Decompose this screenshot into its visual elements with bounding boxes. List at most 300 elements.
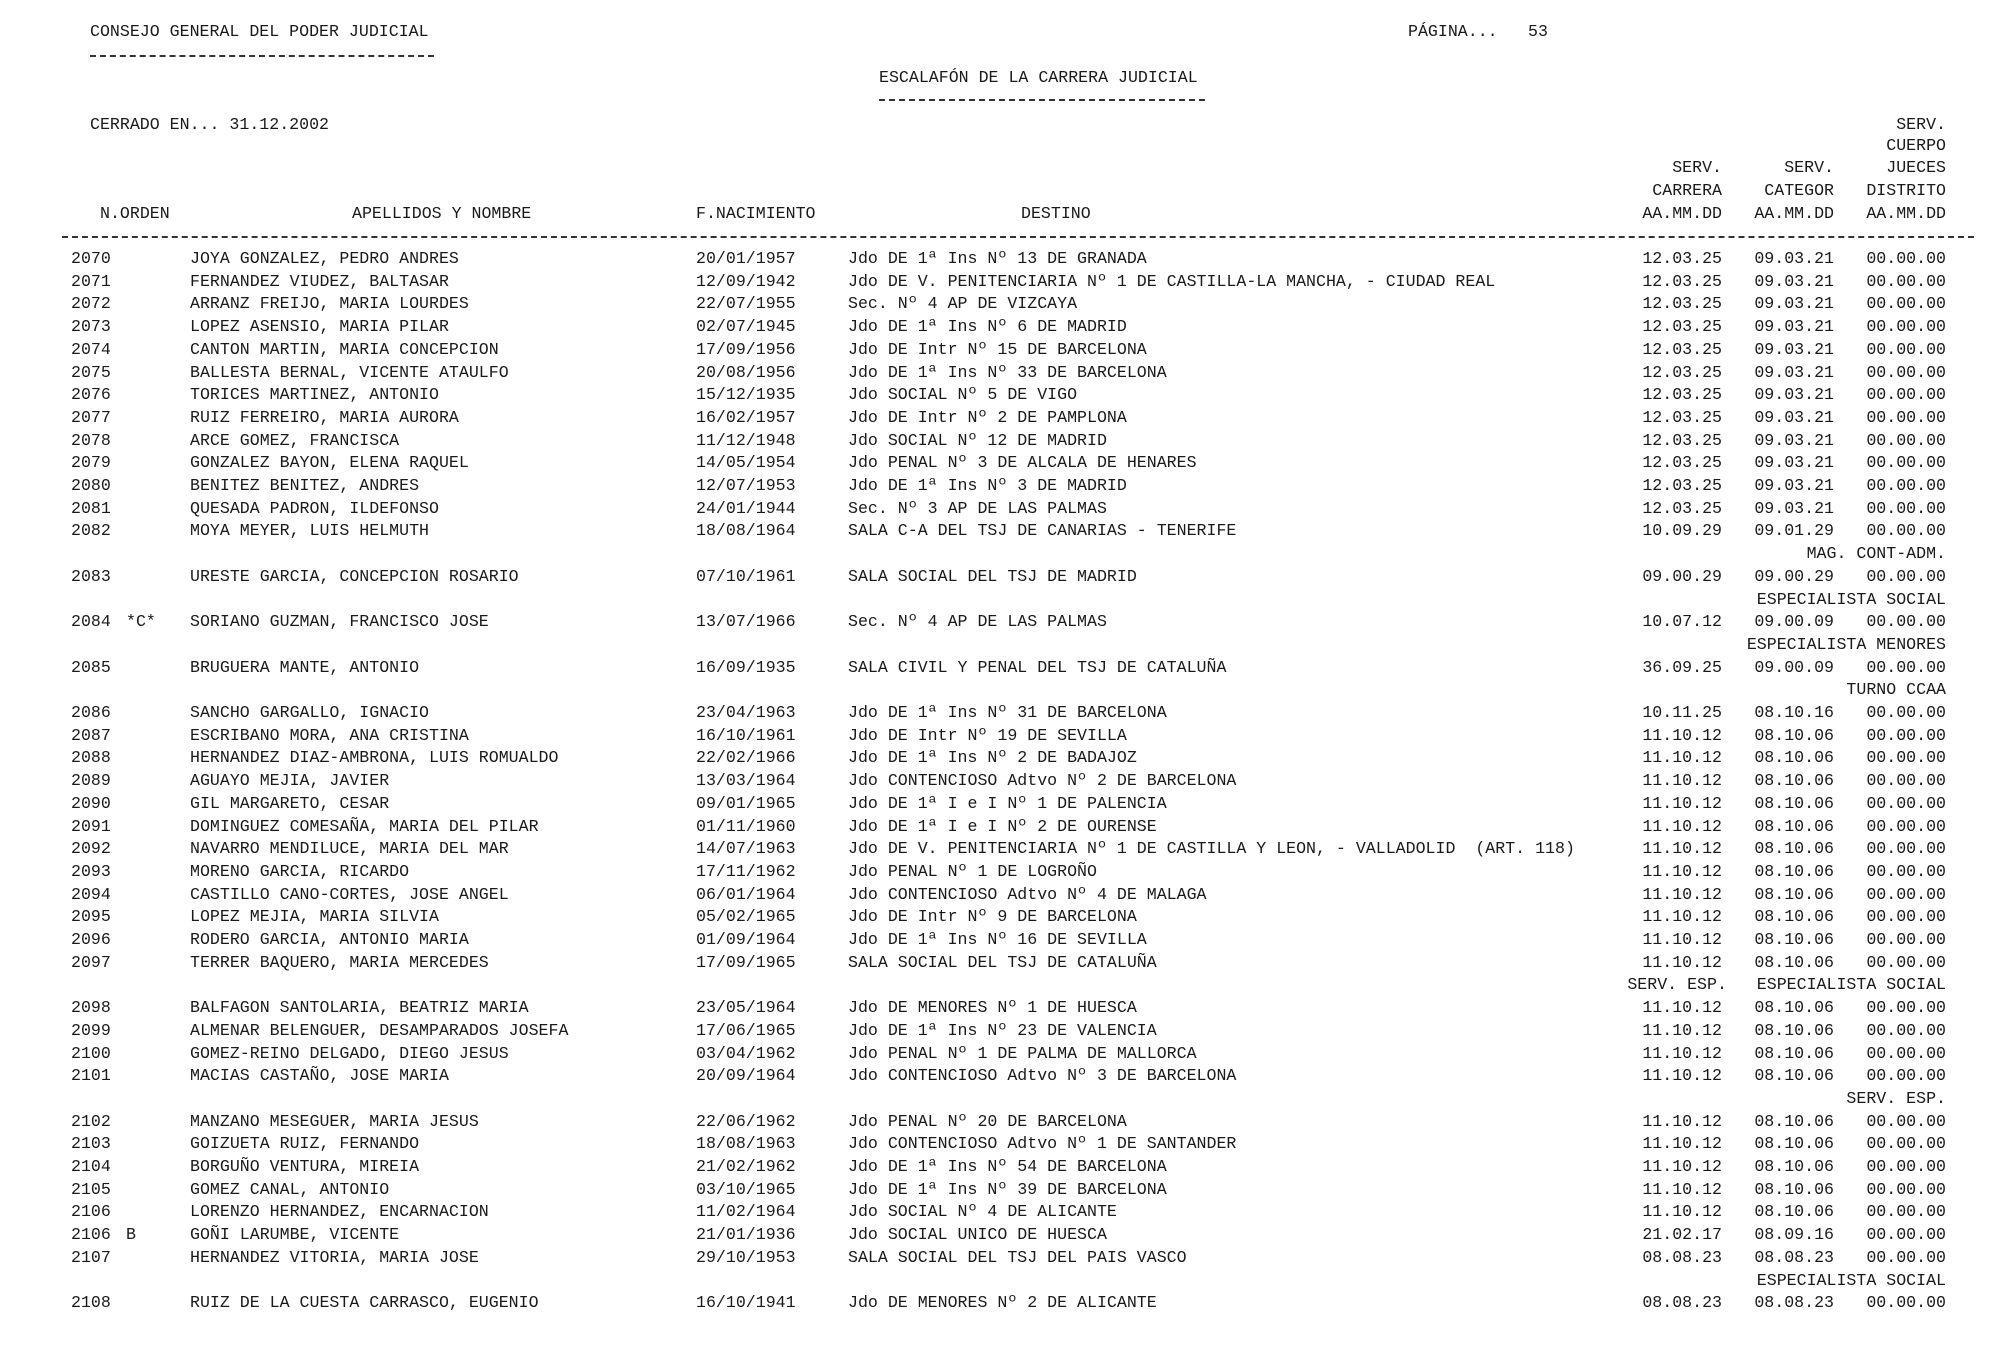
specialty-note: ESPECIALISTA SOCIAL xyxy=(1756,589,1946,609)
full-name: BENITEZ BENITEZ, ANDRES xyxy=(190,476,420,495)
full-name: FERNANDEZ VIUDEZ, BALTASAR xyxy=(190,271,449,291)
destination: Jdo CONTENCIOSO Adtvo Nº 1 DE SANTANDER xyxy=(848,1134,1237,1154)
serv-distrito: 00.00.00 xyxy=(1866,907,1946,927)
birth-date: 17/09/1956 xyxy=(696,339,796,359)
col-categor-2: CATEGOR xyxy=(1764,181,1834,200)
order-number: 2079 xyxy=(71,453,111,473)
col-categor-3: AA.MM.DD xyxy=(1754,204,1834,223)
destination: Jdo DE 1ª I e I Nº 1 DE PALENCIA xyxy=(848,793,1167,813)
destination: Jdo DE 1ª Ins Nº 3 DE MADRID xyxy=(848,476,1127,495)
serv-carrera: 10.11.25 xyxy=(1642,703,1722,722)
serv-carrera: 11.10.12 xyxy=(1642,1134,1722,1154)
serv-distrito: 00.00.00 xyxy=(1866,1157,1946,1176)
full-name: HERNANDEZ DIAZ-AMBRONA, LUIS ROMUALDO xyxy=(190,748,559,768)
birth-date: 05/02/1965 xyxy=(696,907,796,927)
order-number: 2101 xyxy=(71,1066,111,1086)
full-name: AGUAYO MEJIA, JAVIER xyxy=(190,771,390,791)
destination: Jdo DE 1ª Ins Nº 54 DE BARCELONA xyxy=(848,1157,1167,1176)
serv-categor: 08.10.06 xyxy=(1754,1020,1834,1040)
serv-carrera: 11.10.12 xyxy=(1642,952,1722,972)
serv-categor: 09.03.21 xyxy=(1754,498,1834,518)
destination: Jdo PENAL Nº 3 DE ALCALA DE HENARES xyxy=(848,453,1197,473)
serv-distrito: 00.00.00 xyxy=(1866,385,1946,405)
birth-date: 01/11/1960 xyxy=(696,816,796,836)
full-name: GONZALEZ BAYON, ELENA RAQUEL xyxy=(190,453,469,473)
serv-distrito: 00.00.00 xyxy=(1866,339,1946,359)
order-number: 2094 xyxy=(71,884,111,904)
order-number: 2072 xyxy=(71,294,111,314)
destination: Jdo PENAL Nº 20 DE BARCELONA xyxy=(848,1111,1127,1131)
specialty-note: SERV. ESP. ESPECIALISTA SOCIAL xyxy=(1627,975,1946,995)
serv-carrera: 36.09.25 xyxy=(1642,657,1722,677)
order-number: 2091 xyxy=(71,816,111,836)
destination: SALA SOCIAL DEL TSJ DE MADRID xyxy=(848,566,1137,586)
serv-distrito: 00.00.00 xyxy=(1866,952,1946,972)
serv-carrera: 08.08.23 xyxy=(1642,1293,1722,1313)
full-name: BALFAGON SANTOLARIA, BEATRIZ MARIA xyxy=(190,998,529,1018)
serv-categor: 09.03.21 xyxy=(1754,249,1834,268)
birth-date: 03/10/1965 xyxy=(696,1179,796,1199)
full-name: MANZANO MESEGUER, MARIA JESUS xyxy=(190,1111,479,1131)
birth-date: 17/09/1965 xyxy=(696,952,796,972)
birth-date: 02/07/1945 xyxy=(696,317,796,337)
destination: Jdo DE V. PENITENCIARIA Nº 1 DE CASTILLA-LA MANCHA, - CIUDAD REAL xyxy=(848,271,1496,291)
serv-distrito: 00.00.00 xyxy=(1866,703,1946,722)
serv-carrera: 12.03.25 xyxy=(1642,362,1722,382)
order-number: 2076 xyxy=(71,385,111,405)
serv-carrera: 11.10.12 xyxy=(1642,748,1722,768)
serv-categor: 08.10.06 xyxy=(1754,884,1834,904)
order-number: 2084 xyxy=(71,612,111,632)
order-number: 2083 xyxy=(71,566,111,586)
order-number: 2086 xyxy=(71,703,111,722)
destination: SALA SOCIAL DEL TSJ DE CATALUÑA xyxy=(848,952,1157,972)
serv-distrito: 00.00.00 xyxy=(1866,1179,1946,1199)
destination: Jdo DE MENORES Nº 2 DE ALICANTE xyxy=(848,1293,1157,1313)
order-number: 2106 xyxy=(71,1202,111,1222)
full-name: CASTILLO CANO-CORTES, JOSE ANGEL xyxy=(190,884,509,904)
full-name: RODERO GARCIA, ANTONIO MARIA xyxy=(190,930,469,949)
col-distrito-3: JUECES xyxy=(1886,158,1946,177)
order-number: 2103 xyxy=(71,1134,111,1154)
order-number: 2092 xyxy=(71,839,111,859)
destination: Jdo PENAL Nº 1 DE PALMA DE MALLORCA xyxy=(848,1043,1197,1063)
birth-date: 09/01/1965 xyxy=(696,793,796,813)
serv-categor: 09.03.21 xyxy=(1754,362,1834,382)
serv-carrera: 11.10.12 xyxy=(1642,998,1722,1018)
serv-categor: 08.10.06 xyxy=(1754,793,1834,813)
full-name: GOÑI LARUMBE, VICENTE xyxy=(190,1225,400,1245)
serv-carrera: 12.03.25 xyxy=(1642,385,1722,405)
serv-carrera: 12.03.25 xyxy=(1642,317,1722,337)
birth-date: 24/01/1944 xyxy=(696,498,796,518)
destination: Sec. Nº 3 AP DE LAS PALMAS xyxy=(848,498,1107,518)
destination: Jdo SOCIAL UNICO DE HUESCA xyxy=(848,1225,1107,1245)
serv-categor: 08.10.06 xyxy=(1754,1179,1834,1199)
serv-categor: 08.10.06 xyxy=(1754,1111,1834,1131)
serv-distrito: 00.00.00 xyxy=(1866,1066,1946,1086)
serv-distrito: 00.00.00 xyxy=(1866,998,1946,1018)
col-carrera-2: CARRERA xyxy=(1652,181,1722,200)
full-name: TORICES MARTINEZ, ANTONIO xyxy=(190,385,439,405)
order-number: 2082 xyxy=(71,521,111,541)
closed-date: CERRADO EN... 31.12.2002 xyxy=(90,115,329,134)
birth-date: 03/04/1962 xyxy=(696,1043,796,1063)
destination: SALA SOCIAL DEL TSJ DEL PAIS VASCO xyxy=(848,1247,1187,1267)
birth-date: 17/11/1962 xyxy=(696,861,796,881)
full-name: ALMENAR BELENGUER, DESAMPARADOS JOSEFA xyxy=(190,1020,569,1040)
serv-categor: 08.10.06 xyxy=(1754,861,1834,881)
destination: Jdo PENAL Nº 1 DE LOGROÑO xyxy=(848,861,1097,881)
serv-categor: 08.10.06 xyxy=(1754,907,1834,927)
full-name: LOPEZ MEJIA, MARIA SILVIA xyxy=(190,907,439,927)
destination: Jdo DE 1ª I e I Nº 2 DE OURENSE xyxy=(848,816,1157,836)
serv-distrito: 00.00.00 xyxy=(1866,771,1946,791)
serv-categor: 09.03.21 xyxy=(1754,339,1834,359)
serv-carrera: 11.10.12 xyxy=(1642,1111,1722,1131)
serv-distrito: 00.00.00 xyxy=(1866,793,1946,813)
destination: Jdo DE 1ª Ins Nº 31 DE BARCELONA xyxy=(848,703,1167,722)
full-name: TERRER BAQUERO, MARIA MERCEDES xyxy=(190,952,489,972)
serv-distrito: 00.00.00 xyxy=(1866,612,1946,632)
birth-date: 01/09/1964 xyxy=(696,930,796,949)
title-underline xyxy=(879,99,1205,101)
document-title: ESCALAFÓN DE LA CARRERA JUDICIAL xyxy=(879,68,1198,87)
birth-date: 17/06/1965 xyxy=(696,1020,796,1040)
order-number: 2089 xyxy=(71,771,111,791)
serv-distrito: 00.00.00 xyxy=(1866,1202,1946,1222)
serv-categor: 08.10.06 xyxy=(1754,930,1834,949)
order-number: 2071 xyxy=(71,271,111,291)
birth-date: 07/10/1961 xyxy=(696,566,796,586)
destination: Jdo CONTENCIOSO Adtvo Nº 4 DE MALAGA xyxy=(848,884,1207,904)
serv-categor: 08.10.06 xyxy=(1754,816,1834,836)
full-name: JOYA GONZALEZ, PEDRO ANDRES xyxy=(190,249,459,268)
birth-date: 13/03/1964 xyxy=(696,771,796,791)
birth-date: 21/01/1936 xyxy=(696,1225,796,1245)
birth-date: 16/09/1935 xyxy=(696,657,796,677)
serv-carrera: 10.09.29 xyxy=(1642,521,1722,541)
serv-distrito: 00.00.00 xyxy=(1866,1293,1946,1313)
full-name: LORENZO HERNANDEZ, ENCARNACION xyxy=(190,1202,489,1222)
birth-date: 14/05/1954 xyxy=(696,453,796,473)
birth-date: 23/05/1964 xyxy=(696,998,796,1018)
col-nacimiento: F.NACIMIENTO xyxy=(696,204,816,223)
destination: Jdo DE 1ª Ins Nº 6 DE MADRID xyxy=(848,317,1127,337)
serv-carrera: 12.03.25 xyxy=(1642,407,1722,427)
full-name: BRUGUERA MANTE, ANTONIO xyxy=(190,657,420,677)
serv-categor: 08.10.06 xyxy=(1754,1202,1834,1222)
order-number: 2077 xyxy=(71,407,111,427)
serv-categor: 09.03.21 xyxy=(1754,430,1834,450)
birth-date: 22/07/1955 xyxy=(696,294,796,314)
serv-distrito: 00.00.00 xyxy=(1866,1111,1946,1131)
birth-date: 20/09/1964 xyxy=(696,1066,796,1086)
order-number: 2075 xyxy=(71,362,111,382)
full-name: QUESADA PADRON, ILDEFONSO xyxy=(190,498,439,518)
full-name: BORGUÑO VENTURA, MIREIA xyxy=(190,1157,420,1176)
order-number: 2080 xyxy=(71,476,111,495)
serv-categor: 08.10.06 xyxy=(1754,1134,1834,1154)
destination: Jdo DE Intr Nº 15 DE BARCELONA xyxy=(848,339,1147,359)
full-name: ARCE GOMEZ, FRANCISCA xyxy=(190,430,400,450)
destination: Jdo DE Intr Nº 9 DE BARCELONA xyxy=(848,907,1137,927)
serv-carrera: 12.03.25 xyxy=(1642,453,1722,473)
serv-categor: 08.10.06 xyxy=(1754,952,1834,972)
serv-carrera: 11.10.12 xyxy=(1642,771,1722,791)
full-name: GOMEZ CANAL, ANTONIO xyxy=(190,1179,390,1199)
serv-categor: 08.08.23 xyxy=(1754,1293,1834,1313)
order-number: 2090 xyxy=(71,793,111,813)
serv-distrito: 00.00.00 xyxy=(1866,725,1946,745)
full-name: BALLESTA BERNAL, VICENTE ATAULFO xyxy=(190,362,509,382)
order-number: 2078 xyxy=(71,430,111,450)
destination: Jdo DE 1ª Ins Nº 23 DE VALENCIA xyxy=(848,1020,1157,1040)
serv-carrera: 11.10.12 xyxy=(1642,1043,1722,1063)
order-number: 2095 xyxy=(71,907,111,927)
order-number: 2093 xyxy=(71,861,111,881)
destination: Jdo SOCIAL Nº 5 DE VIGO xyxy=(848,385,1078,405)
destination: Jdo DE 1ª Ins Nº 16 DE SEVILLA xyxy=(848,930,1147,949)
serv-distrito: 00.00.00 xyxy=(1866,1134,1946,1154)
page-label: PÁGINA... xyxy=(1408,22,1498,41)
serv-carrera: 12.03.25 xyxy=(1642,498,1722,518)
order-number: 2096 xyxy=(71,930,111,949)
serv-distrito: 00.00.00 xyxy=(1866,1020,1946,1040)
serv-categor: 08.10.06 xyxy=(1754,725,1834,745)
birth-date: 16/02/1957 xyxy=(696,407,796,427)
serv-carrera: 11.10.12 xyxy=(1642,839,1722,859)
order-number: 2099 xyxy=(71,1020,111,1040)
destination: Jdo DE V. PENITENCIARIA Nº 1 DE CASTILLA Y LEON, - VALLADOLID (ART. 118) xyxy=(848,839,1575,859)
full-name: RUIZ DE LA CUESTA CARRASCO, EUGENIO xyxy=(190,1293,539,1313)
destination: Jdo CONTENCIOSO Adtvo Nº 2 DE BARCELONA xyxy=(848,771,1237,791)
birth-date: 11/12/1948 xyxy=(696,430,796,450)
destination: Sec. Nº 4 AP DE LAS PALMAS xyxy=(848,612,1107,632)
serv-distrito: 00.00.00 xyxy=(1866,498,1946,518)
destination: Jdo SOCIAL Nº 4 DE ALICANTE xyxy=(848,1202,1117,1222)
serv-distrito: 00.00.00 xyxy=(1866,566,1946,586)
serv-categor: 09.03.21 xyxy=(1754,271,1834,291)
serv-categor: 09.00.29 xyxy=(1754,566,1834,586)
full-name: HERNANDEZ VITORIA, MARIA JOSE xyxy=(190,1247,479,1267)
full-name: URESTE GARCIA, CONCEPCION ROSARIO xyxy=(190,566,519,586)
birth-date: 16/10/1941 xyxy=(696,1293,796,1313)
serv-carrera: 11.10.12 xyxy=(1642,930,1722,949)
full-name: MOYA MEYER, LUIS HELMUTH xyxy=(190,521,429,541)
serv-carrera: 11.10.12 xyxy=(1642,861,1722,881)
order-number: 2088 xyxy=(71,748,111,768)
serv-distrito: 00.00.00 xyxy=(1866,748,1946,768)
specialty-note: TURNO CCAA xyxy=(1846,680,1946,700)
destination: Jdo CONTENCIOSO Adtvo Nº 3 DE BARCELONA xyxy=(848,1066,1237,1086)
serv-carrera: 11.10.12 xyxy=(1642,1066,1722,1086)
order-number: 2100 xyxy=(71,1043,111,1063)
order-number: 2105 xyxy=(71,1179,111,1199)
full-name: SORIANO GUZMAN, FRANCISCO JOSE xyxy=(190,612,489,632)
birth-date: 22/06/1962 xyxy=(696,1111,796,1131)
serv-carrera: 09.00.29 xyxy=(1642,566,1722,586)
serv-categor: 08.08.23 xyxy=(1754,1247,1834,1267)
full-name: LOPEZ ASENSIO, MARIA PILAR xyxy=(190,317,449,337)
full-name: ESCRIBANO MORA, ANA CRISTINA xyxy=(190,725,469,745)
col-distrito-1: SERV. xyxy=(1896,115,1946,134)
birth-date: 23/04/1963 xyxy=(696,703,796,722)
serv-distrito: 00.00.00 xyxy=(1866,453,1946,473)
specialty-note: ESPECIALISTA SOCIAL xyxy=(1756,1270,1946,1290)
destination: Sec. Nº 4 AP DE VIZCAYA xyxy=(848,294,1078,314)
birth-date: 16/10/1961 xyxy=(696,725,796,745)
birth-date: 21/02/1962 xyxy=(696,1157,796,1176)
order-number: 2108 xyxy=(71,1293,111,1313)
order-number: 2073 xyxy=(71,317,111,337)
serv-categor: 08.10.16 xyxy=(1754,703,1834,722)
specialty-note: ESPECIALISTA MENORES xyxy=(1746,634,1946,654)
birth-date: 20/08/1956 xyxy=(696,362,796,382)
col-orden: N.ORDEN xyxy=(100,204,170,223)
serv-carrera: 08.08.23 xyxy=(1642,1247,1722,1267)
serv-distrito: 00.00.00 xyxy=(1866,476,1946,495)
birth-date: 13/07/1966 xyxy=(696,612,796,632)
serv-carrera: 12.03.25 xyxy=(1642,249,1722,268)
serv-categor: 09.03.21 xyxy=(1754,385,1834,405)
serv-categor: 08.09.16 xyxy=(1754,1225,1834,1245)
col-distrito-4: DISTRITO xyxy=(1866,181,1946,200)
full-name: ARRANZ FREIJO, MARIA LOURDES xyxy=(190,294,469,314)
birth-date: 18/08/1963 xyxy=(696,1134,796,1154)
full-name: NAVARRO MENDILUCE, MARIA DEL MAR xyxy=(190,839,509,859)
serv-carrera: 11.10.12 xyxy=(1642,1202,1722,1222)
serv-categor: 09.03.21 xyxy=(1754,476,1834,495)
serv-carrera: 11.10.12 xyxy=(1642,793,1722,813)
birth-date: 14/07/1963 xyxy=(696,839,796,859)
serv-categor: 08.10.06 xyxy=(1754,1066,1834,1086)
serv-categor: 08.10.06 xyxy=(1754,839,1834,859)
order-number: 2098 xyxy=(71,998,111,1018)
header-separator xyxy=(62,236,1974,238)
organization-name: CONSEJO GENERAL DEL PODER JUDICIAL xyxy=(90,22,429,41)
birth-date: 20/01/1957 xyxy=(696,249,796,268)
order-number: 2107 xyxy=(71,1247,111,1267)
col-distrito-5: AA.MM.DD xyxy=(1866,204,1946,223)
serv-categor: 09.03.21 xyxy=(1754,294,1834,314)
serv-distrito: 00.00.00 xyxy=(1866,861,1946,881)
order-number: 2087 xyxy=(71,725,111,745)
serv-distrito: 00.00.00 xyxy=(1866,407,1946,427)
serv-distrito: 00.00.00 xyxy=(1866,1225,1946,1245)
serv-carrera: 12.03.25 xyxy=(1642,271,1722,291)
serv-distrito: 00.00.00 xyxy=(1866,816,1946,836)
serv-carrera: 12.03.25 xyxy=(1642,430,1722,450)
order-number: 2074 xyxy=(71,339,111,359)
col-categor-1: SERV. xyxy=(1784,158,1834,177)
page-number: 53 xyxy=(1528,22,1548,41)
destination: Jdo DE MENORES Nº 1 DE HUESCA xyxy=(848,998,1137,1018)
serv-categor: 08.10.06 xyxy=(1754,771,1834,791)
destination: Jdo DE Intr Nº 2 DE PAMPLONA xyxy=(848,407,1127,427)
serv-categor: 09.03.21 xyxy=(1754,317,1834,337)
full-name: RUIZ FERREIRO, MARIA AURORA xyxy=(190,407,459,427)
destination: Jdo SOCIAL Nº 12 DE MADRID xyxy=(848,430,1107,450)
serv-categor: 09.01.29 xyxy=(1754,521,1834,541)
order-number: 2081 xyxy=(71,498,111,518)
serv-categor: 08.10.06 xyxy=(1754,1157,1834,1176)
serv-distrito: 00.00.00 xyxy=(1866,1043,1946,1063)
birth-date: 29/10/1953 xyxy=(696,1247,796,1267)
serv-categor: 08.10.06 xyxy=(1754,748,1834,768)
birth-date: 12/09/1942 xyxy=(696,271,796,291)
serv-distrito: 00.00.00 xyxy=(1866,657,1946,677)
order-mark: *C* xyxy=(126,612,156,632)
serv-categor: 08.10.06 xyxy=(1754,998,1834,1018)
serv-categor: 09.00.09 xyxy=(1754,612,1834,632)
birth-date: 15/12/1935 xyxy=(696,385,796,405)
serv-carrera: 11.10.12 xyxy=(1642,1179,1722,1199)
serv-distrito: 00.00.00 xyxy=(1866,249,1946,268)
col-nombre: APELLIDOS Y NOMBRE xyxy=(352,204,532,223)
order-number: 2097 xyxy=(71,952,111,972)
serv-distrito: 00.00.00 xyxy=(1866,839,1946,859)
birth-date: 22/02/1966 xyxy=(696,748,796,768)
full-name: GIL MARGARETO, CESAR xyxy=(190,793,390,813)
destination: Jdo DE 1ª Ins Nº 33 DE BARCELONA xyxy=(848,362,1167,382)
full-name: GOMEZ-REINO DELGADO, DIEGO JESUS xyxy=(190,1043,509,1063)
serv-carrera: 12.03.25 xyxy=(1642,339,1722,359)
specialty-note: MAG. CONT-ADM. xyxy=(1806,544,1946,564)
serv-carrera: 11.10.12 xyxy=(1642,1157,1722,1176)
serv-categor: 08.10.06 xyxy=(1754,1043,1834,1063)
serv-carrera: 12.03.25 xyxy=(1642,476,1722,495)
destination: Jdo DE 1ª Ins Nº 2 DE BADAJOZ xyxy=(848,748,1137,768)
serv-distrito: 00.00.00 xyxy=(1866,430,1946,450)
col-distrito-2: CUERPO xyxy=(1886,136,1946,155)
serv-carrera: 21.02.17 xyxy=(1642,1225,1722,1245)
serv-carrera: 11.10.12 xyxy=(1642,1020,1722,1040)
serv-distrito: 00.00.00 xyxy=(1866,884,1946,904)
birth-date: 12/07/1953 xyxy=(696,476,796,495)
birth-date: 18/08/1964 xyxy=(696,521,796,541)
serv-carrera: 10.07.12 xyxy=(1642,612,1722,632)
full-name: GOIZUETA RUIZ, FERNANDO xyxy=(190,1134,420,1154)
serv-categor: 09.00.09 xyxy=(1754,657,1834,677)
destination: Jdo DE 1ª Ins Nº 39 DE BARCELONA xyxy=(848,1179,1167,1199)
serv-categor: 09.03.21 xyxy=(1754,453,1834,473)
order-number: 2085 xyxy=(71,657,111,677)
destination: Jdo DE 1ª Ins Nº 13 DE GRANADA xyxy=(848,249,1147,268)
order-number: 2102 xyxy=(71,1111,111,1131)
order-number: 2104 xyxy=(71,1157,111,1176)
specialty-note: SERV. ESP. xyxy=(1846,1088,1946,1108)
serv-distrito: 00.00.00 xyxy=(1866,930,1946,949)
full-name: SANCHO GARGALLO, IGNACIO xyxy=(190,703,429,722)
serv-carrera: 12.03.25 xyxy=(1642,294,1722,314)
destination: SALA C-A DEL TSJ DE CANARIAS - TENERIFE xyxy=(848,521,1237,541)
serv-carrera: 11.10.12 xyxy=(1642,816,1722,836)
full-name: MORENO GARCIA, RICARDO xyxy=(190,861,410,881)
serv-distrito: 00.00.00 xyxy=(1866,362,1946,382)
serv-distrito: 00.00.00 xyxy=(1866,1247,1946,1267)
birth-date: 06/01/1964 xyxy=(696,884,796,904)
underline xyxy=(90,55,434,57)
order-number: 2070 xyxy=(71,249,111,268)
col-carrera-3: AA.MM.DD xyxy=(1642,204,1722,223)
serv-distrito: 00.00.00 xyxy=(1866,521,1946,541)
order-mark: B xyxy=(126,1225,136,1245)
order-number: 2106 xyxy=(71,1225,111,1245)
serv-carrera: 11.10.12 xyxy=(1642,884,1722,904)
serv-carrera: 11.10.12 xyxy=(1642,907,1722,927)
serv-categor: 09.03.21 xyxy=(1754,407,1834,427)
